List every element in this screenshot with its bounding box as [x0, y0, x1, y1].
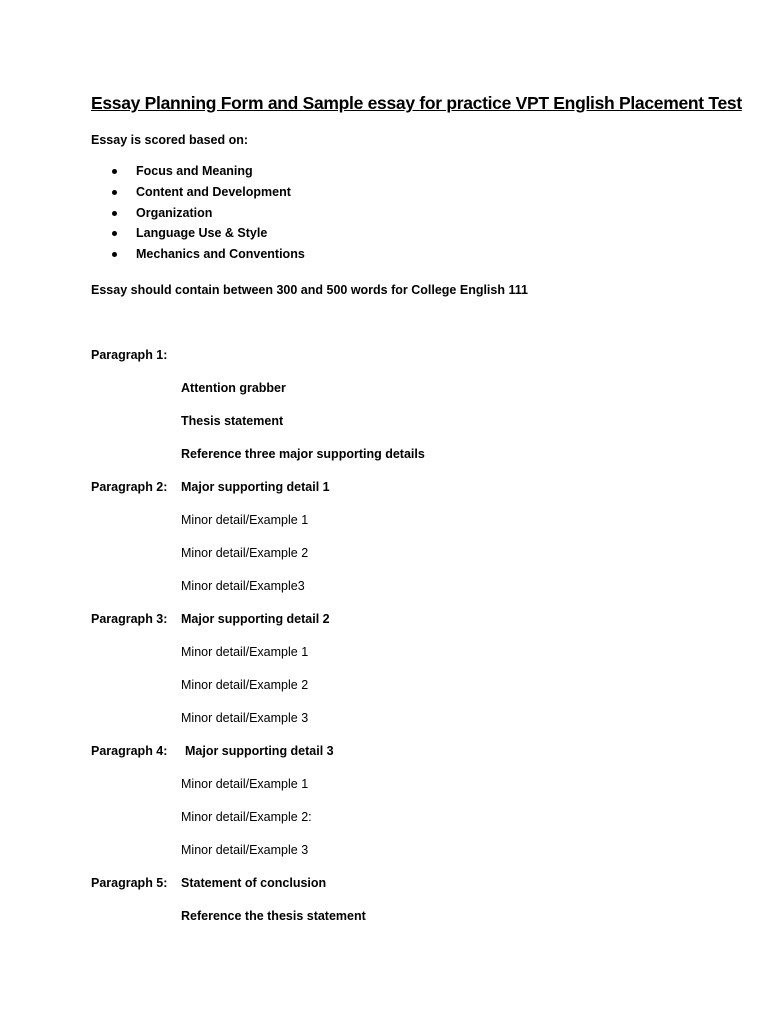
- bullet-icon: [112, 211, 117, 216]
- paragraph-3-item: Minor detail/Example 1: [181, 645, 309, 659]
- paragraph-4-heading: Major supporting detail 3: [185, 744, 334, 758]
- paragraph-1-item: Attention grabber: [181, 381, 286, 395]
- paragraph-1-item: Thesis statement: [181, 414, 284, 428]
- paragraph-3-label: Paragraph 3:: [91, 612, 168, 626]
- paragraph-4-label: Paragraph 4:: [91, 744, 168, 758]
- paragraph-5-label: Paragraph 5:: [91, 876, 168, 890]
- paragraph-2-item: Minor detail/Example 1: [181, 513, 309, 527]
- bullet-icon: [112, 190, 117, 195]
- paragraph-2-heading: Major supporting detail 1: [181, 480, 330, 494]
- paragraph-3-item: Minor detail/Example 2: [181, 678, 309, 692]
- paragraph-1-label: Paragraph 1:: [91, 348, 168, 362]
- paragraph-5-item: Reference the thesis statement: [181, 909, 366, 923]
- paragraph-4-item: Minor detail/Example 1: [181, 777, 309, 791]
- paragraph-2-label: Paragraph 2:: [91, 480, 168, 494]
- document-page: Essay Planning Form and Sample essay for practice VPT English Placement Test Essay is scored based on: Focus and Meaning Content and Development Organization Language Use & Style Mechanics and Conventions Essay should contain between 300 and 500 words for College English 111 Paragraph 1: Attention grabber Thesis statement Reference three major supporting details Paragraph 2: Major supporting detail 1 Minor detail/Example 1 Minor detail/Example 2 Minor detail/Example3 Paragraph 3: Major supporting detail 2 Minor detail/Example 1 Minor detail/Example 2 Minor detail/Example 3 Paragraph 4: Major supporting detail 3 Minor detail/Example 1 Minor detail/Example 2: Minor detail/Example 3 Paragraph 5: Statement of conclusion Reference the thesis statement: [0, 0, 770, 1024]
- bullet-icon: [112, 169, 117, 174]
- word-requirement: Essay should contain between 300 and 500 words for College English 111: [91, 283, 528, 297]
- paragraph-5-heading: Statement of conclusion: [181, 876, 327, 890]
- document-title: Essay Planning Form and Sample essay for practice VPT English Placement Test: [91, 93, 742, 113]
- paragraph-2-item: Minor detail/Example 2: [181, 546, 309, 560]
- bullet-icon: [112, 231, 117, 236]
- paragraph-1-item: Reference three major supporting details: [181, 447, 425, 461]
- paragraph-4-item: Minor detail/Example 3: [181, 843, 309, 857]
- paragraph-2-item: Minor detail/Example3: [181, 579, 305, 593]
- bullet-icon: [112, 252, 117, 257]
- paragraph-3-heading: Major supporting detail 2: [181, 612, 330, 626]
- scored-intro: Essay is scored based on:: [91, 133, 249, 147]
- paragraph-4-item: Minor detail/Example 2:: [181, 810, 312, 824]
- paragraph-3-item: Minor detail/Example 3: [181, 711, 309, 725]
